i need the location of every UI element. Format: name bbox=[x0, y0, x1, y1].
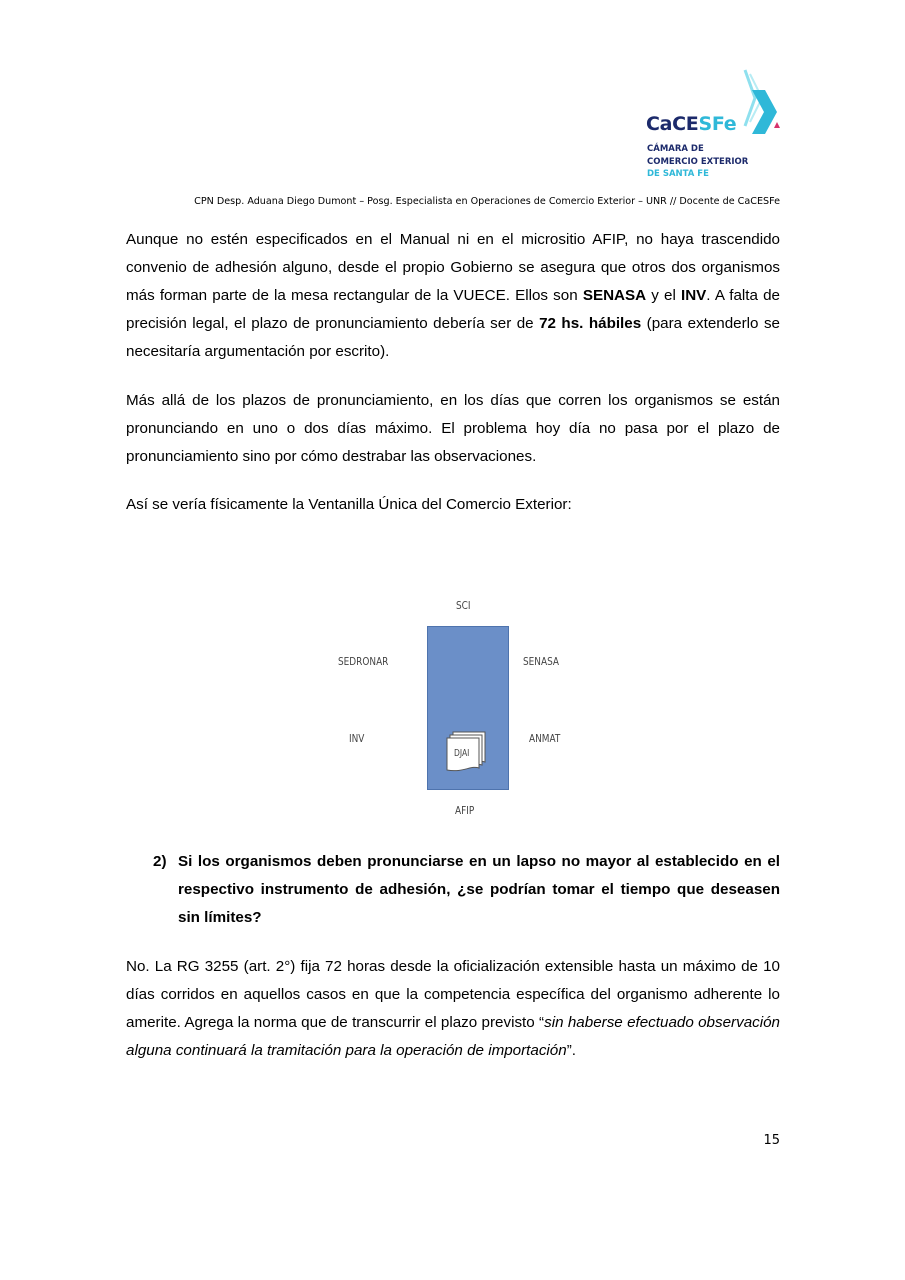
logo-name bbox=[646, 113, 736, 135]
paragraph-1-run: y el bbox=[646, 287, 681, 304]
logo-subtitle-line-3: DE SANTA FE bbox=[647, 169, 709, 179]
author-header: CPN Desp. Aduana Diego Dumont – Posg. Especialista en Operaciones de Comercio Exterior – UNR // Docente de CaCESFe bbox=[194, 196, 780, 207]
paragraph-1-run: SENASA bbox=[582, 287, 647, 304]
paragraph-1-run: . A falta de precisión legal, el plazo de pronunciamiento debería ser de bbox=[126, 287, 781, 332]
logo-name-main: CaCE bbox=[646, 113, 699, 135]
question-number: 2) bbox=[153, 853, 167, 870]
diagram-label-left-upper: SEDRONAR bbox=[338, 656, 389, 668]
logo-name-accent: SFe bbox=[698, 113, 737, 135]
diagram-label-right-lower: ANMAT bbox=[529, 733, 561, 745]
paragraph-4 bbox=[126, 953, 780, 1065]
logo-subtitle-line-1: CÁMARA DE bbox=[647, 144, 704, 154]
diagram-label-top: SCI bbox=[456, 600, 471, 612]
paragraph-1-run: INV bbox=[680, 287, 707, 304]
diagram-label-document: DJAI bbox=[454, 748, 470, 759]
paragraph-1 bbox=[126, 226, 780, 366]
question-item bbox=[153, 848, 780, 932]
paragraph-1-run: 72 hs. hábiles bbox=[539, 315, 642, 332]
paragraph-2: Más allá de los plazos de pronunciamiento, en los días que corren los organismos se están pronunciando en uno o dos días máximo. El problema hoy día no pasa por el plazo de pronunciamiento sino por cómo destrabar las observaciones. bbox=[126, 392, 780, 465]
question-text: Si los organismos deben pronunciarse en un lapso no mayor al establecido en el respectivo instrumento de adhesión, ¿se podrían tomar el tiempo que deseasen sin límites? bbox=[178, 853, 780, 926]
paragraph-4-run: No. La RG 3255 (art. 2°) fija 72 horas desde la oficialización extensible hasta un máximo de 10 días corridos en aquellos casos en que la competencia específica del organismo adherente lo amerite. Agrega la norma que de transcurrir el plazo previsto “ bbox=[126, 958, 780, 1031]
paragraph-4-run: ”. bbox=[566, 1042, 576, 1059]
paragraph-1-run: Aunque no estén especificados en el Manual ni en el micrositio AFIP, no haya trascendido convenio de adhesión alguno, desde el propio Gobierno se asegura que otros dos organismos más forman parte de la mesa rectangular de la VUECE. Ellos son bbox=[126, 231, 780, 304]
logo-subtitle bbox=[647, 143, 748, 181]
paragraph-1-run: (para extenderlo se necesitaría argumentación por escrito). bbox=[126, 315, 780, 360]
logo-subtitle-line-2: COMERCIO EXTERIOR bbox=[647, 156, 749, 167]
paragraph-3: Así se vería físicamente la Ventanilla Única del Comercio Exterior: bbox=[126, 496, 572, 513]
diagram-label-right-upper: SENASA bbox=[523, 656, 560, 668]
paragraph-4-run: sin haberse efectuado observación alguna continuará la tramitación para la operación de importación bbox=[126, 1014, 780, 1059]
page-number: 15 bbox=[763, 1133, 780, 1148]
diagram-label-bottom: AFIP bbox=[455, 805, 475, 817]
diagram-label-left-lower: INV bbox=[349, 733, 365, 745]
